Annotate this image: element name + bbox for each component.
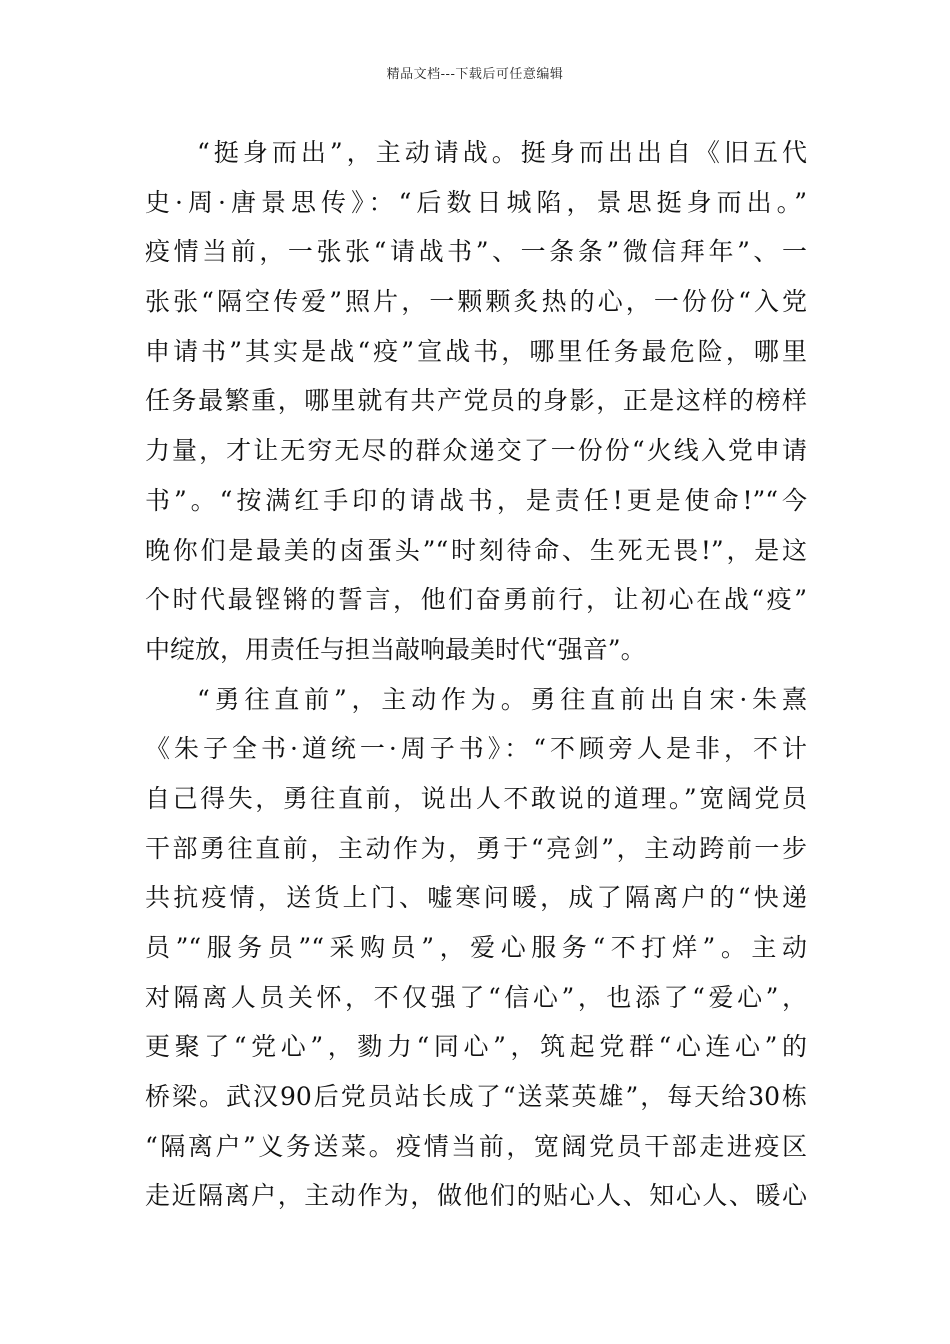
text-line: 干部勇往直前，主动作为，勇于“亮剑”，主动跨前一步 <box>145 833 807 863</box>
text-line: 共抗疫情，送货上门、嘘寒问暖，成了隔离户的“快递 <box>145 883 807 913</box>
text-line: “隔离户”义务送菜。疫情当前，宽阔党员干部走进疫区 <box>145 1131 807 1161</box>
text-line: 走近隔离户，主动作为，做他们的贴心人、知心人、暖心 <box>145 1181 807 1211</box>
text-line: 中绽放，用责任与担当敲响最美时代“强音”。 <box>145 634 646 664</box>
text-line: 书”。“按满红手印的请战书，是责任!更是使命!”“今 <box>145 485 807 515</box>
paragraph-2 <box>145 675 807 1222</box>
text-line: 桥梁。武汉90后党员站长成了“送菜英雄”，每天给30栋 <box>145 1082 807 1112</box>
document-body <box>145 128 807 1221</box>
text-line: 史·周·唐景思传》：“后数日城陷，景思挺身而出。” <box>145 187 807 217</box>
text-line: 任务最繁重，哪里就有共产党员的身影，正是这样的榜样 <box>145 386 807 416</box>
text-line: 对隔离人员关怀，不仅强了“信心”，也添了“爱心”， <box>145 982 807 1012</box>
text-line: “挺身而出”，主动请战。挺身而出出自《旧五代 <box>197 138 807 167</box>
text-line: 更聚了“党心”，勠力“同心”，筑起党群“心连心”的 <box>145 1032 807 1062</box>
text-line: 疫情当前，一张张“请战书”、一条条”微信拜年”、一 <box>145 237 807 267</box>
text-line: 申请书”其实是战“疫”宣战书，哪里任务最危险，哪里 <box>145 336 807 366</box>
page-header: 精品文档---下载后可任意编辑 <box>386 67 564 82</box>
text-line: “勇往直前”，主动作为。勇往直前出自宋·朱熹 <box>197 684 807 714</box>
text-line: 员”“服务员”“采购员”，爱心服务“不打烊”。主动 <box>145 933 807 962</box>
text-line: 《朱子全书·道统一·周子书》：“不顾旁人是非，不计 <box>145 734 807 764</box>
text-line: 个时代最铿锵的誓言，他们奋勇前行，让初心在战“疫” <box>145 585 807 615</box>
text-line: 晚你们是最美的卤蛋头”“时刻待命、生死无畏!”，是这 <box>145 535 807 565</box>
text-line: 力量，才让无穷无尽的群众递交了一份份“火线入党申请 <box>145 436 807 466</box>
text-line: 张张“隔空传爱”照片，一颗颗炙热的心，一份份“入党 <box>145 287 807 317</box>
paragraph-1 <box>145 128 807 675</box>
text-line: 自己得失，勇往直前，说出人不敢说的道理。”宽阔党员 <box>145 783 807 813</box>
